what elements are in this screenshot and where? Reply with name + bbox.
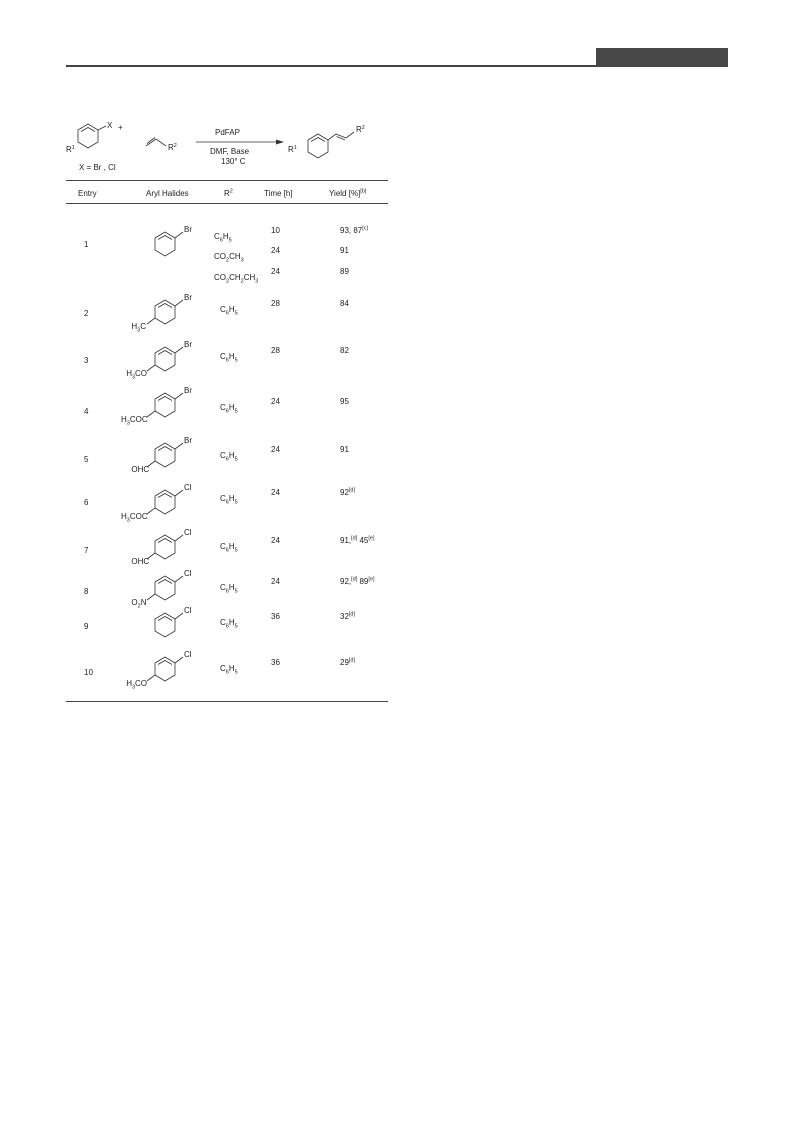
halide-label: Br (184, 293, 192, 302)
halide-label: Cl (184, 569, 192, 578)
yield-value: 91 (340, 445, 349, 454)
header-yield: Yield [%][b] (329, 188, 367, 198)
product-ring (308, 132, 354, 158)
aryl-halide-structure (113, 433, 203, 483)
arrow-head (276, 140, 284, 145)
yield-value: 89 (340, 267, 349, 276)
header-tab (596, 48, 728, 66)
yield-value: 29[d] (340, 657, 356, 667)
reaction-time: 24 (271, 246, 280, 255)
r2-substituent: $C_6H_5$ (220, 305, 238, 317)
yield-value: 92[d] (340, 487, 356, 497)
scheme-leaving-group: X (107, 121, 113, 130)
table-header-rule (66, 203, 388, 204)
scheme-product-r2: $R^2$ (356, 125, 365, 134)
aryl-halide-structure (113, 222, 203, 272)
r2-substituent: $C_6H_5$ (220, 542, 238, 554)
scheme-plus: + (118, 123, 123, 132)
para-substituent: $H_3COC$ (121, 512, 148, 524)
entry-number: 9 (84, 622, 89, 631)
yield-value: 92,[d] 89[e] (340, 576, 375, 586)
yield-value: 91,[d] 45[e] (340, 535, 375, 545)
reaction-time: 28 (271, 346, 280, 355)
reaction-time: 24 (271, 536, 280, 545)
scheme-product-r1: $R^1$ (288, 145, 297, 154)
entry-number: 4 (84, 407, 89, 416)
yield-value: 91 (340, 246, 349, 255)
r2-substituent: $C_6H_5$ (220, 352, 238, 364)
reaction-time: 36 (271, 658, 280, 667)
r2-substituent: $C_6H_5$ (220, 618, 238, 630)
r2-substituent: $C_6H_5$ (220, 583, 238, 595)
reaction-time: 10 (271, 226, 280, 235)
header-r2: $R^2$ (224, 188, 233, 198)
entry-number: 2 (84, 309, 89, 318)
reaction-time: 24 (271, 488, 280, 497)
halide-label: Cl (184, 528, 192, 537)
halide-label: Cl (184, 483, 192, 492)
entry-number: 5 (84, 455, 89, 464)
yield-value: 32[d] (340, 611, 356, 621)
halide-label: Br (184, 436, 192, 445)
yield-value: 95 (340, 397, 349, 406)
r2-substituent: $CO_2CH_2CH_3$ (214, 273, 259, 285)
scheme-x-def: X = Br , Cl (79, 163, 116, 172)
aryl-halide-structure (113, 337, 203, 387)
para-substituent: $H_3CO$ (126, 369, 148, 381)
para-substituent: $H_3C$ (131, 322, 147, 334)
entry-number: 1 (84, 240, 89, 249)
halide-label: Br (184, 340, 192, 349)
reaction-scheme (66, 118, 388, 178)
aryl-halide-structure (113, 290, 203, 340)
reaction-time: 24 (271, 445, 280, 454)
entry-number: 8 (84, 587, 89, 596)
header-aryl-halides: Aryl Halides (146, 189, 189, 198)
header-time: Time [h] (264, 189, 293, 198)
reaction-time: 24 (271, 577, 280, 586)
aryl-halide-structure (113, 603, 203, 653)
halide-label: Br (184, 386, 192, 395)
scheme-temperature: 130° C (221, 157, 246, 166)
reaction-time: 36 (271, 612, 280, 621)
scheme-conditions: DMF, Base (210, 147, 250, 156)
entry-number: 3 (84, 356, 89, 365)
r2-substituent: $C_6H_5$ (220, 403, 238, 415)
r2-substituent: $C_6H_5$ (220, 664, 238, 676)
r2-substituent: $C_6H_5$ (220, 451, 238, 463)
yield-value: 84 (340, 299, 349, 308)
scheme-alkene-r2: $R^2$ (168, 143, 177, 152)
aryl-halide-structure (113, 647, 203, 697)
para-substituent: $H_3COC$ (121, 415, 148, 427)
para-substituent: $H_3CO$ (126, 679, 148, 691)
halide-label: Cl (184, 650, 192, 659)
yield-value: 82 (340, 346, 349, 355)
r2-substituent: $C_6H_5$ (220, 494, 238, 506)
halide-label: Br (184, 225, 192, 234)
para-substituent: $O_2N$ (131, 598, 147, 610)
scheme-catalyst: PdFAP (215, 128, 240, 137)
table-top-rule (66, 180, 388, 181)
reactant-ring (78, 124, 106, 148)
entry-number: 10 (84, 668, 93, 677)
para-substituent: OHC (131, 465, 150, 474)
yield-value: 93, 87[c] (340, 225, 369, 235)
r2-substituent: $CO_2CH_3$ (214, 252, 244, 264)
header-entry: Entry (78, 189, 97, 198)
entry-number: 6 (84, 498, 89, 507)
para-substituent: OHC (131, 557, 150, 566)
r2-substituent: $C_6H_5$ (214, 232, 232, 244)
alkene (146, 138, 166, 147)
halide-label: Cl (184, 606, 192, 615)
reaction-time: 28 (271, 299, 280, 308)
entry-number: 7 (84, 546, 89, 555)
reaction-time: 24 (271, 397, 280, 406)
scheme-r1: $R^1$ (66, 145, 75, 154)
reaction-time: 24 (271, 267, 280, 276)
table-bottom-rule (66, 701, 388, 702)
